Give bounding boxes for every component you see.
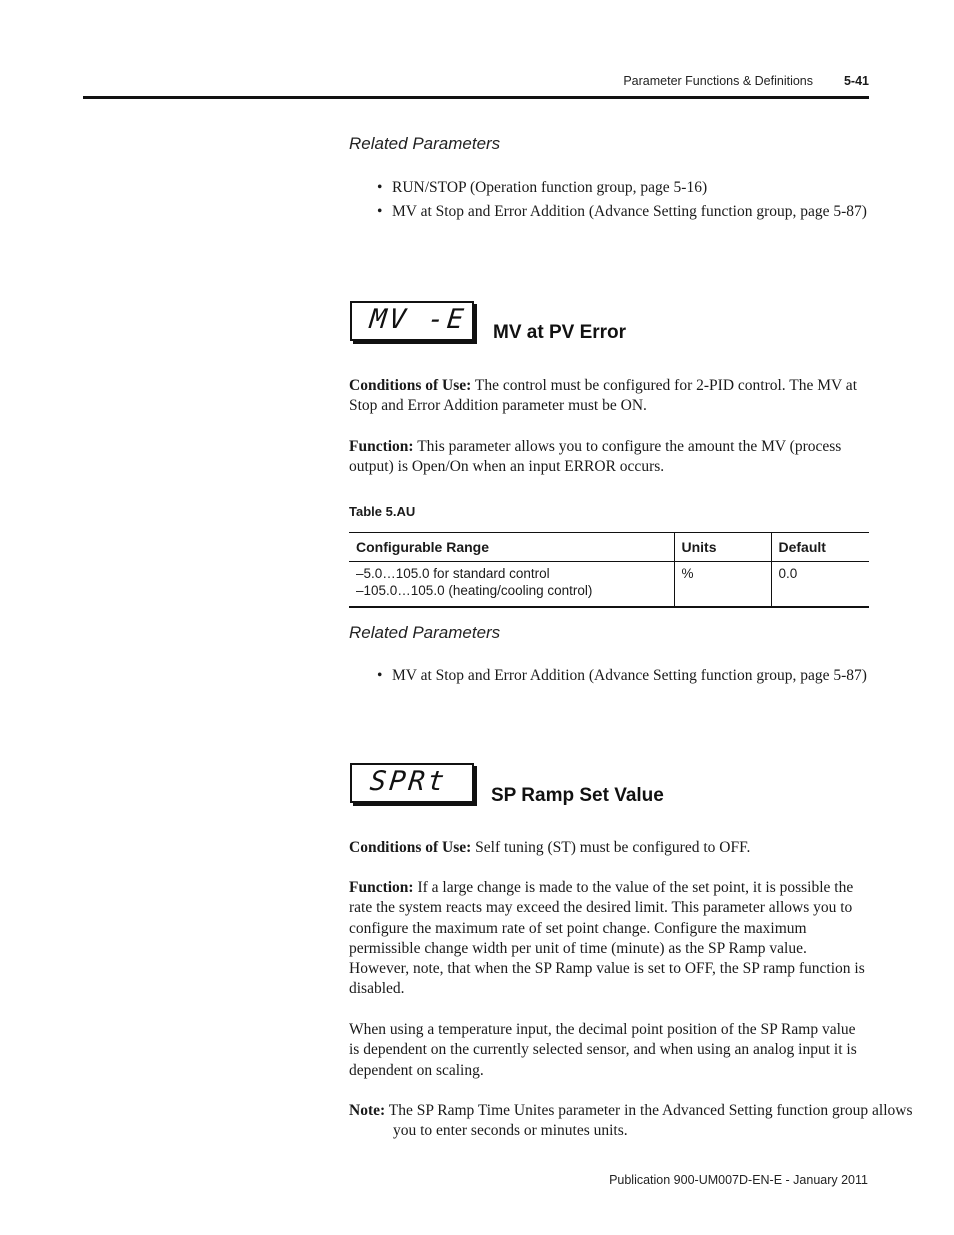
related-parameters-list-2 (377, 665, 869, 689)
sprt-conditions: Conditions of Use: Self tuning (ST) must be configured to OFF. (349, 839, 751, 856)
header-rule (83, 96, 869, 99)
related-parameters-list (377, 177, 869, 225)
mv-e-function: Function: This parameter allows you to configure the amount the MV (process output) is Open/On when an input ERROR occurs. (349, 438, 842, 476)
sprt-note: Note: The SP Ramp Time Unites parameter in the Advanced Setting function group allows you to enter seconds or minutes units. (349, 1102, 913, 1140)
sprt-display-text: SPRt (368, 766, 449, 797)
sprt-paragraph-2: When using a temperature input, the decimal point position of the SP Ramp value is dependent on the currently selected sensor, and when using an analog input it is dependent on scaling. (349, 1021, 857, 1079)
range-cell: –5.0…105.0 for standard control –105.0…105.0 (heating/cooling control) (349, 562, 674, 608)
page-footer: Publication 900-UM007D-EN-E - January 2011 (609, 1173, 868, 1187)
column-header: Configurable Range (349, 533, 674, 562)
mv-e-display-text: MV -E (368, 304, 468, 335)
table-header-row (349, 533, 869, 562)
column-header: Default (771, 533, 869, 562)
list-item: • RUN/STOP (Operation function group, page 5-16) (377, 179, 708, 196)
sp-ramp-set-value-title: SP Ramp Set Value (491, 785, 664, 806)
default-cell: 0.0 (771, 562, 869, 608)
list-item: • MV at Stop and Error Addition (Advance Setting function group, page 5-87) (377, 667, 867, 684)
mv-at-pv-error-title: MV at PV Error (493, 322, 627, 343)
list-item: • MV at Stop and Error Addition (Advance Setting function group, page 5-87) (377, 203, 867, 220)
header-page-number: 5-41 (843, 74, 869, 88)
page-header (0, 74, 869, 90)
related-parameters-heading: Related Parameters (349, 134, 501, 153)
related-parameters-heading-2: Related Parameters (349, 623, 501, 642)
mv-e-conditions: Conditions of Use: The control must be configured for 2-PID control. The MV at Stop and Error Addition parameter must be ON. (349, 377, 857, 415)
sprt-function: Function: If a large change is made to the value of the set point, it is possible the rate the system reacts may exceed the desired limit. This parameter allows you to configure the maximum rate of set point change. Configure the maximum permissible change width per unit of time (minute) as the SP Ramp value. However, note, that when the SP Ramp value is set to OFF, the SP ramp function is disabled. (349, 879, 865, 998)
units-cell: % (674, 562, 771, 608)
mv-e-display-box (350, 301, 474, 341)
table-caption: Table 5.AU (349, 504, 416, 519)
sprt-display-box (350, 763, 474, 803)
table-row (349, 562, 869, 608)
header-section-title: Parameter Functions & Definitions (623, 74, 813, 88)
configurable-range-table (349, 532, 869, 608)
column-header: Units (674, 533, 771, 562)
